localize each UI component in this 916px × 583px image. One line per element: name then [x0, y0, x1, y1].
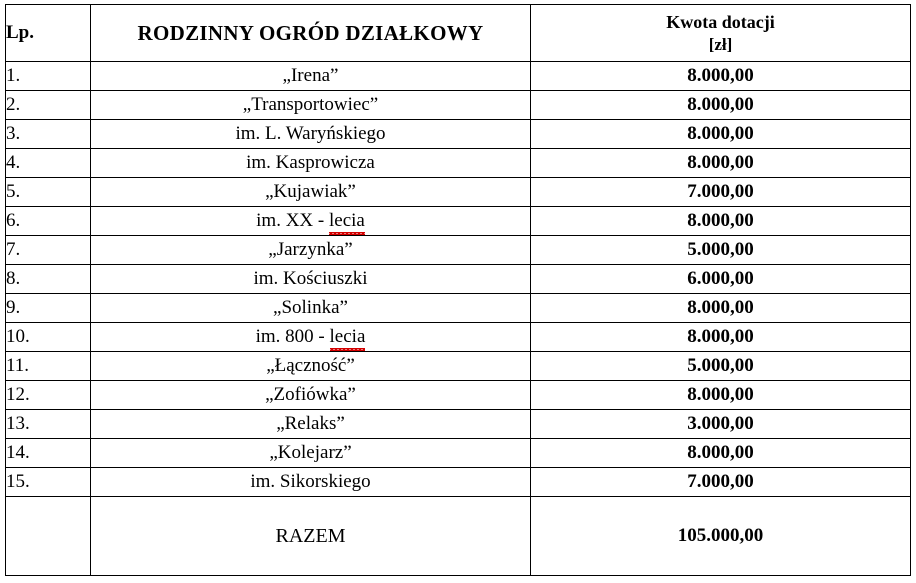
grant-allocation-table	[5, 4, 911, 576]
amount-cell: 8.000,00	[531, 91, 911, 120]
total-row-label: RAZEM	[91, 497, 531, 576]
spellcheck-underlined-word: lecia	[329, 326, 366, 347]
garden-name-cell: „Transportowiec”	[91, 91, 531, 120]
garden-name-cell: im. Kościuszki	[91, 265, 531, 294]
column-header-garden-name: RODZINNY OGRÓD DZIAŁKOWY	[91, 5, 531, 62]
garden-name-cell: „Zofiówka”	[91, 381, 531, 410]
column-header-amount-title: Kwota dotacji	[666, 12, 775, 33]
row-index-cell: 15.	[6, 468, 91, 497]
garden-name-cell: im. Kasprowicza	[91, 149, 531, 178]
amount-cell: 7.000,00	[531, 468, 911, 497]
total-row-amount: 105.000,00	[531, 497, 911, 576]
table-footer	[6, 497, 911, 576]
row-index-cell: 6.	[6, 207, 91, 236]
garden-name-cell: im. L. Waryńskiego	[91, 120, 531, 149]
row-index-cell: 5.	[6, 178, 91, 207]
table-row	[6, 352, 911, 381]
total-row	[6, 497, 911, 576]
table-row	[6, 178, 911, 207]
table-row	[6, 62, 911, 91]
garden-name-cell: „Łączność”	[91, 352, 531, 381]
amount-cell: 8.000,00	[531, 120, 911, 149]
amount-cell: 8.000,00	[531, 294, 911, 323]
column-header-amount-unit: [zł]	[708, 34, 733, 54]
amount-cell: 6.000,00	[531, 265, 911, 294]
amount-cell: 8.000,00	[531, 323, 911, 352]
row-index-cell: 13.	[6, 410, 91, 439]
garden-name-cell: „Jarzynka”	[91, 236, 531, 265]
amount-cell: 5.000,00	[531, 352, 911, 381]
table-row	[6, 410, 911, 439]
row-index-cell: 1.	[6, 62, 91, 91]
table-row	[6, 294, 911, 323]
table-row	[6, 381, 911, 410]
garden-name-cell: „Kujawiak”	[91, 178, 531, 207]
table-row	[6, 265, 911, 294]
amount-cell: 8.000,00	[531, 62, 911, 91]
column-header-amount	[531, 5, 911, 62]
garden-name-cell	[91, 207, 531, 236]
total-row-lp	[6, 497, 91, 576]
table-header	[6, 5, 911, 62]
garden-name-text: im. XX -	[256, 210, 329, 231]
garden-name-cell: „Relaks”	[91, 410, 531, 439]
garden-name-cell: „Irena”	[91, 62, 531, 91]
table-row	[6, 439, 911, 468]
table-row	[6, 207, 911, 236]
table-header-row	[6, 5, 911, 62]
garden-name-cell: „Kolejarz”	[91, 439, 531, 468]
amount-cell: 8.000,00	[531, 149, 911, 178]
table-row	[6, 468, 911, 497]
amount-cell: 5.000,00	[531, 236, 911, 265]
amount-cell: 8.000,00	[531, 381, 911, 410]
garden-name-cell: „Solinka”	[91, 294, 531, 323]
table-body	[6, 62, 911, 497]
row-index-cell: 3.	[6, 120, 91, 149]
row-index-cell: 4.	[6, 149, 91, 178]
row-index-cell: 10.	[6, 323, 91, 352]
table-row	[6, 149, 911, 178]
row-index-cell: 8.	[6, 265, 91, 294]
amount-cell: 7.000,00	[531, 178, 911, 207]
table-row	[6, 323, 911, 352]
row-index-cell: 12.	[6, 381, 91, 410]
table-row	[6, 91, 911, 120]
row-index-cell: 11.	[6, 352, 91, 381]
row-index-cell: 7.	[6, 236, 91, 265]
garden-name-text: im. 800 -	[255, 326, 330, 347]
garden-name-cell: im. Sikorskiego	[91, 468, 531, 497]
row-index-cell: 14.	[6, 439, 91, 468]
row-index-cell: 9.	[6, 294, 91, 323]
column-header-lp: Lp.	[6, 5, 91, 62]
row-index-cell: 2.	[6, 91, 91, 120]
spellcheck-underlined-word: lecia	[328, 210, 365, 231]
table-row	[6, 236, 911, 265]
amount-cell: 8.000,00	[531, 207, 911, 236]
amount-cell: 8.000,00	[531, 439, 911, 468]
amount-cell: 3.000,00	[531, 410, 911, 439]
garden-name-cell	[91, 323, 531, 352]
table-row	[6, 120, 911, 149]
